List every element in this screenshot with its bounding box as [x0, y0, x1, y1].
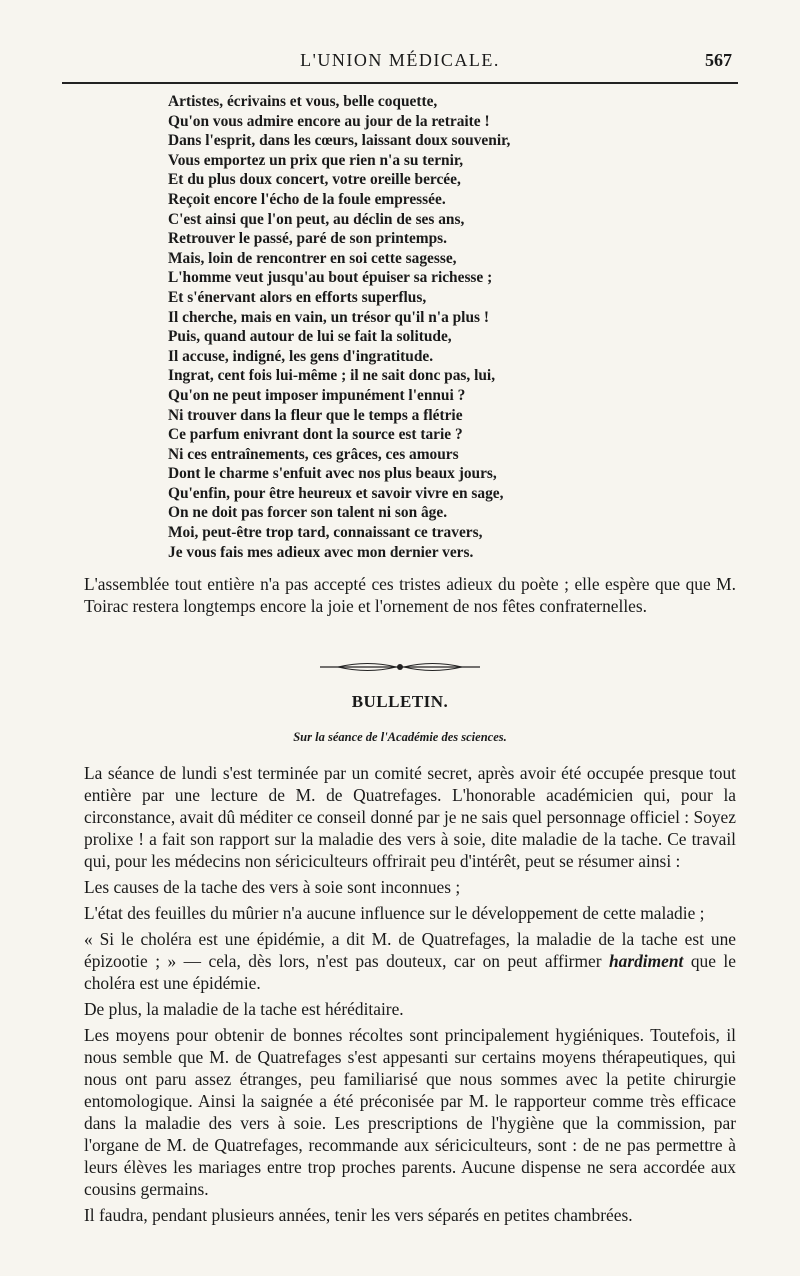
poem: [168, 92, 568, 562]
bulletin-body: [84, 762, 736, 1230]
poem-line: Puis, quand autour de lui se fait la solitude,: [168, 328, 452, 346]
poem-line: Ni ces entraînements, ces grâces, ces amours: [168, 445, 459, 463]
poem-line: Qu'on vous admire encore au jour de la retraite !: [168, 112, 490, 130]
poem-line: On ne doit pas forcer son talent ni son âge.: [168, 504, 448, 522]
poem-line: Qu'on ne peut imposer impunément l'ennui ?: [168, 386, 466, 404]
bulletin-subtitle: Sur la séance de l'Académie des sciences.: [293, 730, 507, 744]
poem-line: Dont le charme s'enfuit avec nos plus beaux jours,: [168, 465, 497, 483]
poem-line: Ce parfum enivrant dont la source est tarie ?: [168, 426, 463, 444]
poem-line: Vous emportez un prix que rien n'a su ternir,: [168, 151, 464, 169]
poem-line: Et s'énervant alors en efforts superflus,: [168, 288, 427, 306]
poem-line: Et du plus doux concert, votre oreille bercée,: [168, 171, 461, 189]
poem-line: C'est ainsi que l'on peut, au déclin de ses ans,: [168, 210, 465, 228]
paragraph-mulberry: L'état des feuilles du mûrier n'a aucune influence sur le développement de cette maladie ;: [84, 903, 705, 923]
paragraph-means: Les moyens pour obtenir de bonnes récoltes sont principalement hygiéniques. Toutefois, il nous semble que M. de Quatrefages s'est appesanti sur certains moyens thérapeutiques, qui nous ont paru assez étranges, peu familiarisé que nous sommes avec la petite chirurgie entomologique. Ainsi la saignée a été préconisée par M. le rapporteur comme très efficace dans la maladie des vers à soie. Les prescriptions de l'hygiène que la commission, par l'organe de M. de Quatrefages, recommande aux sériciculteurs, sont : de ne pas permettre à leurs élèves les mariages entre trop proches parents. Aucune dispense ne sera accordée aux cousins germains.: [84, 1025, 736, 1199]
page-number: 567: [705, 50, 732, 70]
poem-line: Ingrat, cent fois lui-même ; il ne sait donc pas, lui,: [168, 367, 496, 385]
closing-text: L'assemblée tout entière n'a pas accepté ces tristes adieux du poète ; elle espère que que M. Toirac restera longtemps encore la joie et l'ornement de nos fêtes confraternelles.: [84, 574, 736, 616]
running-title: L'UNION MÉDICALE.: [300, 50, 500, 70]
poem-line: Il accuse, indigné, les gens d'ingratitude.: [168, 347, 434, 365]
poem-line: Artistes, écrivains et vous, belle coquette,: [168, 93, 438, 110]
poem-line: L'homme veut jusqu'au bout épuiser sa richesse ;: [168, 269, 493, 287]
poem-line: Moi, peut-être trop tard, connaissant ce travers,: [168, 524, 483, 542]
cholera-text: « Si le choléra est une épidémie, a dit M. de Quatrefages, la maladie de la tache est une épizootie ; » — cela, dès lors, n'est pas douteux, car on peut affirmer: [84, 929, 736, 971]
paragraph-intro: La séance de lundi s'est terminée par un comité secret, après avoir été occupée presque tout entière par une lecture de M. de Quatrefages. L'honorable académicien qui, pour la circonstance, avait dû méditer ce conseil donné par je ne sais quel personnage officiel : Soyez prolixe ! a fait son rapport sur la maladie des vers à soie, dite maladie de la tache. Ce travail qui, pour les médecins non sériciculteurs offrirait peu d'intérêt, peut se résumer ainsi :: [84, 763, 736, 871]
page-header: [62, 50, 738, 80]
poem-line: Dans l'esprit, dans les cœurs, laissant doux souvenir,: [168, 132, 511, 150]
poem-line: Je vous fais mes adieux avec mon dernier vers.: [168, 543, 474, 561]
poem-line: Qu'enfin, pour être heureux et savoir vivre en sage,: [168, 484, 504, 502]
ornament-divider: [318, 660, 482, 674]
poem-line: Mais, loin de rencontrer en soi cette sagesse,: [168, 249, 457, 267]
paragraph-causes: Les causes de la tache des vers à soie sont inconnues ;: [84, 877, 461, 897]
poem-line: Ni trouver dans la fleur que le temps a flétrie: [168, 406, 463, 424]
paragraph-separate: Il faudra, pendant plusieurs années, tenir les vers séparés en petites chambrées.: [84, 1205, 633, 1225]
bulletin-title: BULLETIN.: [351, 692, 449, 711]
emphasis-word: hardiment: [608, 951, 684, 971]
poem-line: Reçoit encore l'écho de la foule empressée.: [168, 190, 446, 208]
header-rule: [62, 82, 738, 84]
poem-line: Il cherche, mais en vain, un trésor qu'il n'a plus !: [168, 308, 489, 326]
cholera-text-end: que le choléra est une épidémie.: [84, 951, 736, 993]
paragraph-cholera: [84, 928, 736, 994]
paragraph-hereditary: De plus, la maladie de la tache est héréditaire.: [84, 999, 404, 1019]
closing-paragraph: [84, 574, 736, 617]
poem-line: Retrouver le passé, paré de son printemps.: [168, 230, 448, 248]
